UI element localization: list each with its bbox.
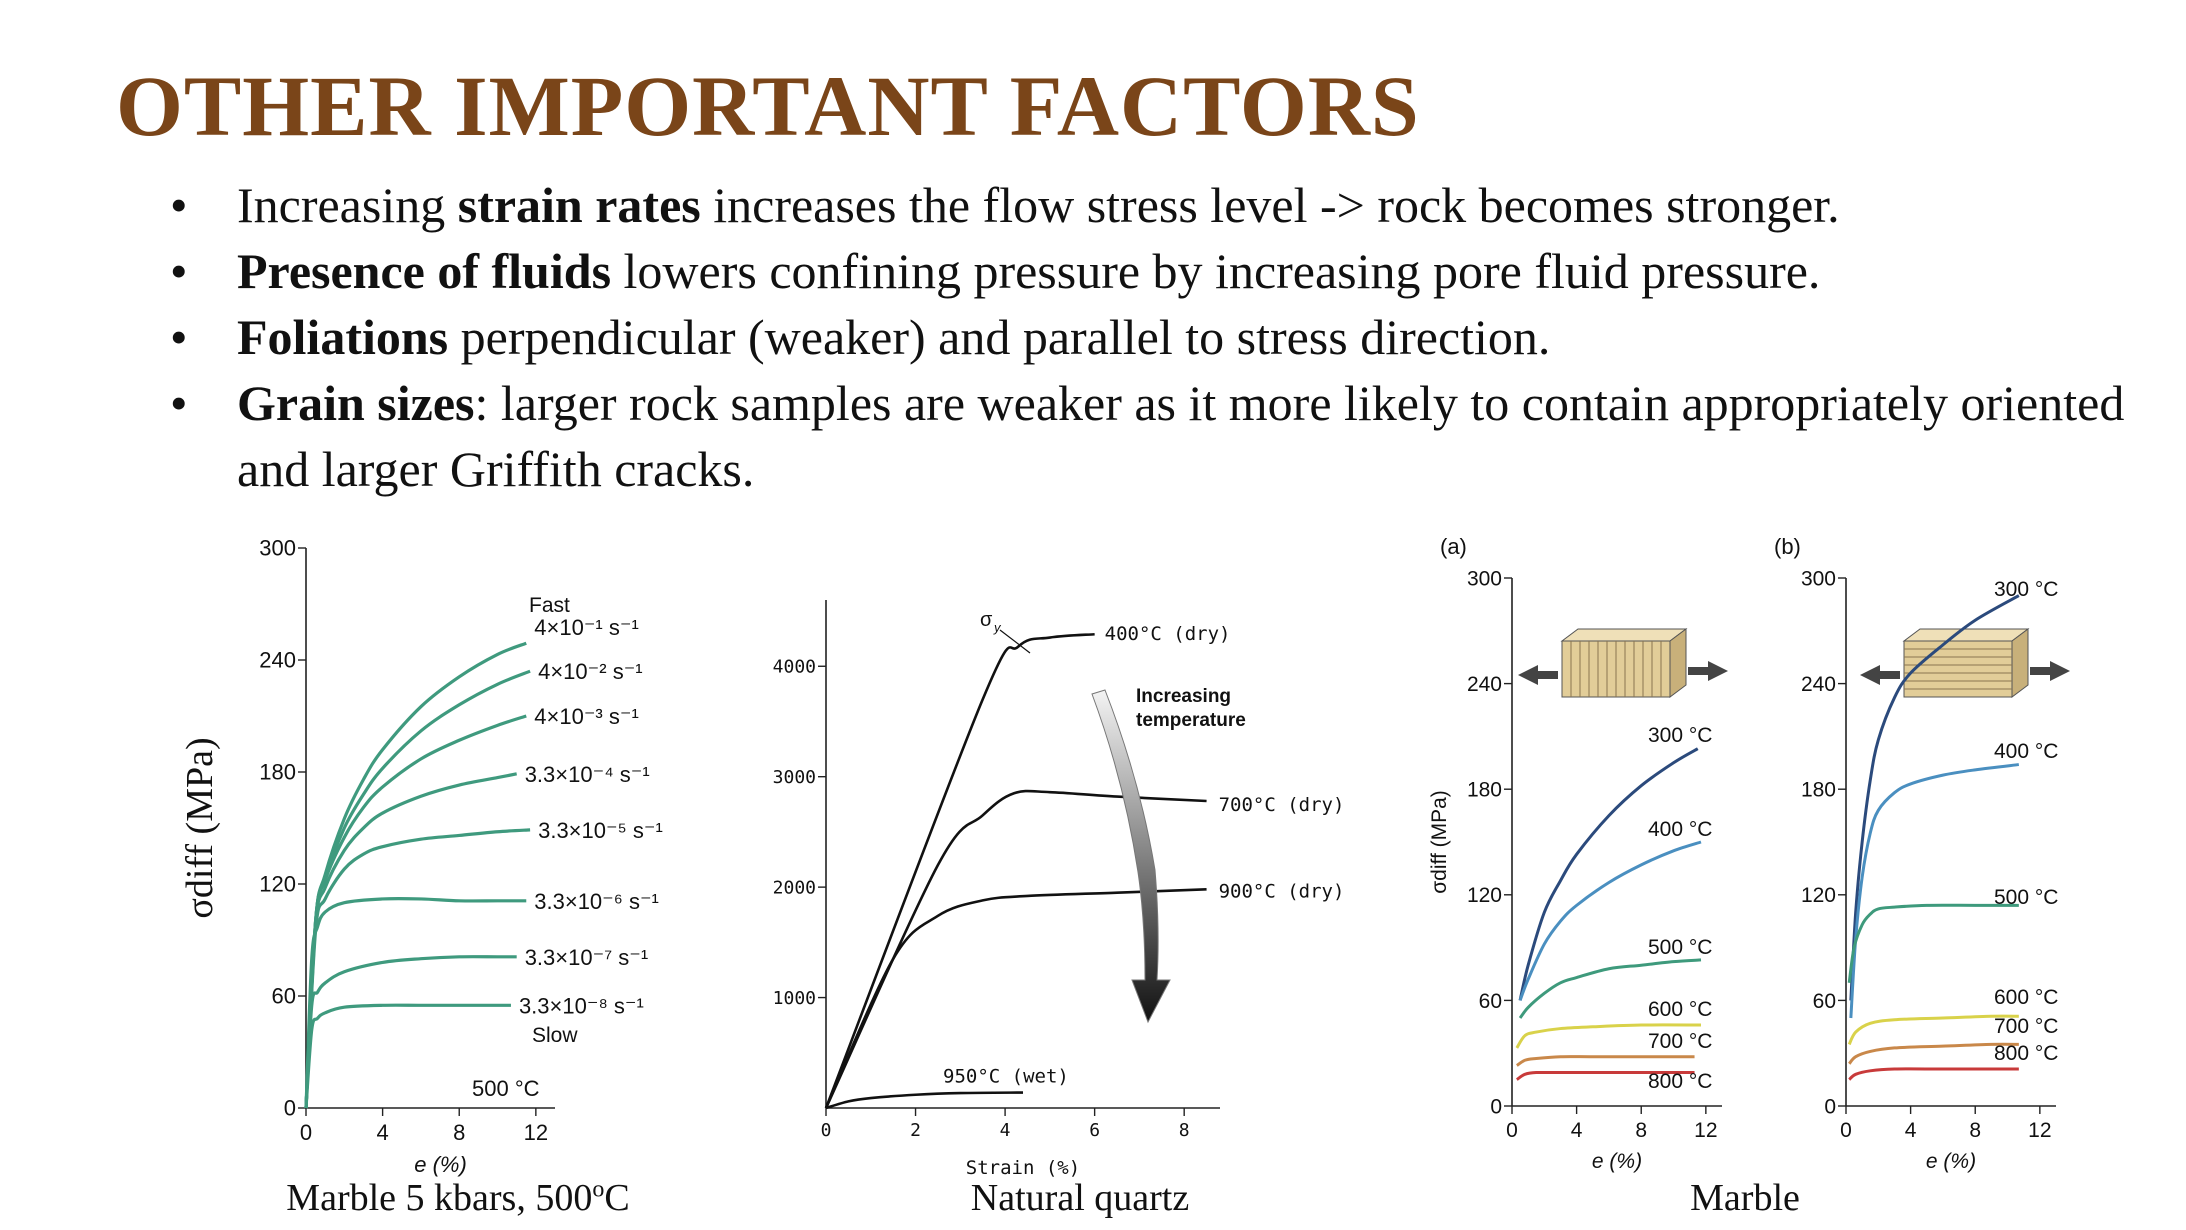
x-tick-label: 0: [820, 1120, 832, 1141]
series-label: 300 °C: [1994, 578, 2059, 601]
panel-label: (b): [1774, 534, 1801, 559]
y-tick-label: 120: [1466, 884, 1502, 908]
x-tick-label: 0: [1506, 1119, 1518, 1142]
specimen-block-icon: [1518, 629, 1728, 697]
specimen-block-icon: [1860, 629, 2070, 697]
series-line: [1849, 1069, 2019, 1080]
x-axis-label: Strain (%): [965, 1157, 1081, 1179]
bullet-item: • Grain sizes: larger rock samples are weaker as it more likely to contain appropriately oriented and larger Griffith cracks.: [160, 370, 2137, 502]
y-tick-label: 60: [271, 983, 296, 1009]
arrow-left-shaft: [1536, 671, 1558, 679]
x-tick-label: 12: [1694, 1119, 1718, 1142]
series-label: 300 °C: [1648, 724, 1713, 747]
series-label: 800 °C: [1994, 1042, 2059, 1065]
y-tick-label: 180: [259, 759, 296, 785]
series-line: [306, 774, 517, 1108]
y-tick-label: 60: [1478, 989, 1502, 1013]
caption-marble-5kbar: Marble 5 kbars, 500$^o$C: [286, 1176, 630, 1219]
series-label: 4×10⁻² s⁻¹: [538, 659, 643, 685]
chart-marble-a: [1400, 530, 1770, 1190]
y-tick-label: 300: [259, 535, 296, 561]
y-tick-label: 0: [283, 1095, 296, 1121]
y-tick-label: 2000: [772, 877, 816, 899]
series-line: [306, 716, 526, 1108]
block-side: [2012, 629, 2028, 697]
slide-title: OTHER IMPORTANT FACTORS: [116, 58, 1420, 154]
y-tick-label: 4000: [772, 656, 816, 678]
arrow-right-shaft: [2030, 667, 2052, 675]
series-line: [1517, 1057, 1695, 1066]
y-tick-label: 60: [1812, 989, 1836, 1013]
arrow-left-shaft: [1878, 671, 1900, 679]
x-tick-label: 2: [910, 1120, 921, 1141]
slow-label: Slow: [532, 1024, 578, 1047]
y-tick-label: 0: [1490, 1095, 1502, 1119]
series-label: 900°C (dry): [1218, 880, 1345, 903]
y-tick-label: 180: [1800, 778, 1836, 802]
y-tick-label: 300: [1800, 567, 1836, 591]
series-label: 3.3×10⁻⁵ s⁻¹: [538, 817, 663, 843]
arrow-label-1: Increasing: [1136, 686, 1232, 707]
series-label: 400 °C: [1994, 740, 2059, 763]
temperature-label: 500 °C: [472, 1076, 540, 1101]
x-tick-label: 4: [1570, 1119, 1583, 1142]
series-line: [306, 830, 530, 1108]
series-line: [306, 671, 530, 1108]
series-label: 800 °C: [1648, 1070, 1713, 1093]
series-label: 700 °C: [1994, 1015, 2059, 1038]
bullet-item: • Foliations perpendicular (weaker) and parallel to stress direction.: [160, 304, 2137, 370]
arrow-right-shaft: [1688, 667, 1710, 675]
arrow-right-head: [1708, 661, 1728, 681]
x-tick-label: 12: [523, 1120, 549, 1145]
y-tick-label: 300: [1466, 567, 1502, 591]
x-axis-label: e (%): [414, 1152, 467, 1177]
y-tick-label: 240: [1800, 672, 1836, 696]
chart-marble-b: [1770, 530, 2150, 1190]
series-label: 4×10⁻¹ s⁻¹: [534, 615, 639, 641]
y-tick-label: 180: [1466, 778, 1502, 802]
block-side: [1670, 629, 1686, 697]
y-tick-label: 3000: [772, 766, 816, 788]
series-label: 400 °C: [1648, 818, 1713, 841]
series-line: [826, 634, 1095, 1108]
y-tick-label: 240: [1466, 672, 1502, 696]
arrow-right-head: [2050, 661, 2070, 681]
series-label: 500 °C: [1994, 886, 2059, 909]
series-line: [1849, 905, 2019, 983]
x-tick-label: 4: [376, 1120, 389, 1145]
x-tick-label: 8: [1969, 1119, 1982, 1142]
y-axis-label: σdiff (MPa): [1428, 790, 1451, 894]
block-top: [1562, 629, 1686, 641]
bullet-item: • Increasing strain rates increases the flow stress level -> rock becomes stronger.: [160, 172, 2137, 238]
caption-natural-quartz: Natural quartz: [970, 1177, 1190, 1219]
x-tick-label: 4: [1904, 1119, 1917, 1142]
x-axis-label: e (%): [1925, 1150, 1977, 1173]
panel-label: (a): [1440, 534, 1467, 559]
y-axis-label: σdiff (MPa): [179, 737, 221, 919]
series-label: 950°C (wet): [943, 1065, 1069, 1088]
sigma-y-subscript: y: [994, 620, 1001, 635]
x-tick-label: 4: [999, 1120, 1011, 1141]
fast-label: Fast: [529, 594, 570, 617]
arrow-left-head: [1860, 665, 1880, 685]
series-line: [1520, 842, 1701, 1000]
series-label: 400°C (dry): [1104, 623, 1231, 646]
series-label: 4×10⁻³ s⁻¹: [534, 704, 639, 729]
series-label: 700 °C: [1648, 1030, 1713, 1053]
x-axis-label: e (%): [1591, 1150, 1643, 1173]
series-line: [826, 1093, 1023, 1108]
series-label: 3.3×10⁻⁸ s⁻¹: [518, 993, 644, 1019]
series-label: 3.3×10⁻⁶ s⁻¹: [534, 888, 659, 914]
series-label: 500 °C: [1648, 936, 1713, 959]
y-tick-label: 240: [259, 647, 296, 673]
chart-marble-strain-rate: [0, 530, 720, 1190]
arrow-label-2: temperature: [1136, 710, 1246, 731]
caption-marble: Marble: [1690, 1177, 1800, 1219]
arrow-left-head: [1518, 665, 1538, 685]
y-tick-label: 120: [1800, 884, 1836, 908]
series-label: 3.3×10⁻⁴ s⁻¹: [524, 761, 650, 787]
y-tick-label: 0: [1824, 1095, 1836, 1119]
y-tick-label: 1000: [772, 987, 816, 1009]
bullet-item: • Presence of fluids lowers confining pressure by increasing pore fluid pressure.: [160, 238, 2137, 304]
chart-natural-quartz: [740, 590, 1400, 1190]
bullet-list: [160, 172, 2137, 502]
x-tick-label: 0: [299, 1120, 313, 1145]
series-label: 700°C (dry): [1218, 793, 1345, 816]
sigma-y-label: σ: [980, 609, 993, 631]
series-label: 600 °C: [1648, 998, 1713, 1021]
x-tick-label: 8: [1178, 1120, 1190, 1141]
series-label: 600 °C: [1994, 986, 2059, 1009]
x-tick-label: 6: [1089, 1120, 1101, 1141]
x-tick-label: 12: [2028, 1119, 2052, 1142]
x-tick-label: 8: [453, 1120, 466, 1145]
increasing-temperature-arrow: [1092, 690, 1170, 1022]
block-top: [1904, 629, 2028, 641]
x-tick-label: 0: [1840, 1119, 1852, 1142]
series-label: 3.3×10⁻⁷ s⁻¹: [524, 944, 649, 970]
y-tick-label: 120: [259, 871, 296, 897]
x-tick-label: 8: [1635, 1119, 1648, 1142]
